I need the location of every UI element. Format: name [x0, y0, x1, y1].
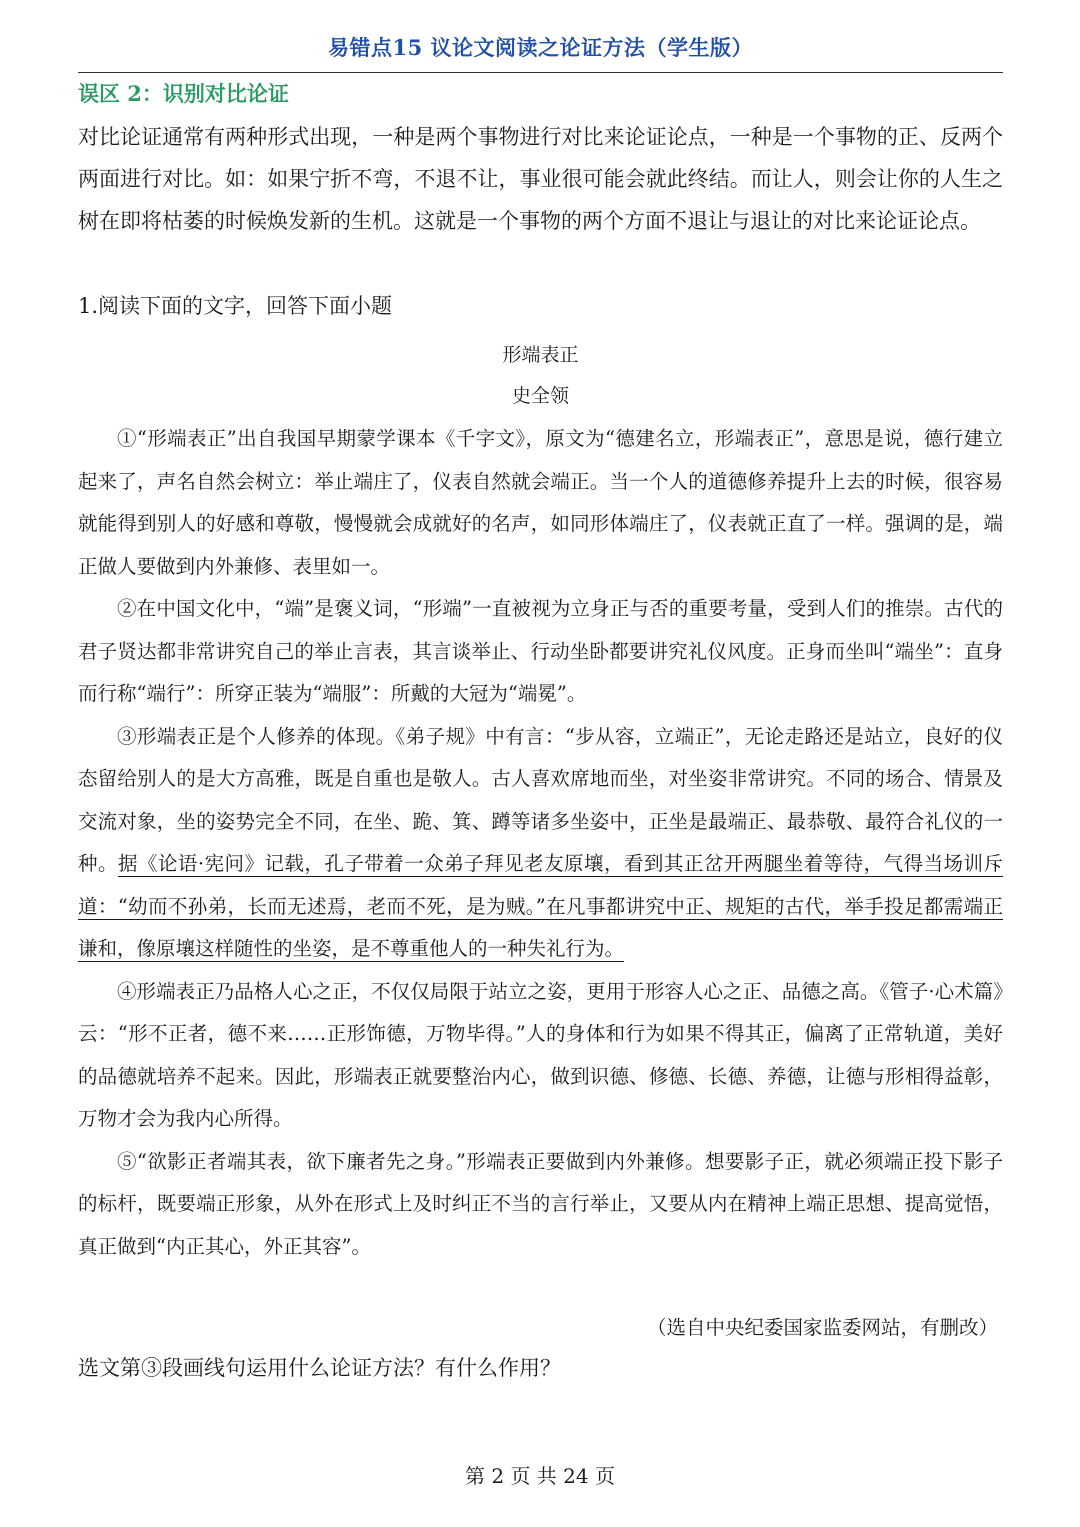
exercise-question: 选文第③段画线句运用什么论证方法？有什么作用？	[78, 1356, 561, 1380]
article-paragraph-3	[78, 716, 1003, 971]
section-intro: 对比论证通常有两种形式出现，一种是两个事物进行对比来论证论点，一种是一个事物的正、反两个两面进行对比。如：如果宁折不弯，不退不让，事业很可能会就此终结。而让人，则会让你的人生之树在即将枯萎的时候焕发新的生机。这就是一个事物的两个方面不退让与退让的对比来论证论点。	[78, 125, 1003, 233]
article-paragraph-1: ①“形端表正”出自我国早期蒙学课本《千字文》，原文为“德建名立，形端表正”，意思是说，德行建立起来了，声名自然会树立：举止端庄了，仪表自然就会端正。当一个人的道德修养提升上去的时候，很容易就能得到别人的好感和尊敬，慢慢就会成就好的名声，如同形体端庄了，仪表就正直了一样。强调的是，端正做人要做到内外兼修、表里如一。	[78, 427, 1003, 578]
page-title: 易错点15 议论文阅读之论证方法（学生版）	[327, 35, 754, 60]
section-heading: 误区 2：识别对比论证	[78, 81, 289, 106]
article-author: 史全领	[511, 385, 569, 407]
paragraph-3-text: ③形端表正是个人修养的体现。《弟子规》中有言：“步从容，立端正”，无论走路还是站立，良好的仪态留给别人的是大方高雅，既是自重也是敬人。古人喜欢席地而坐，对坐姿非常讲究。不同的场合、情景及交流对象，坐的姿势完全不同，在坐、跪、箕、蹲等诸多坐姿中，正坐是最端正、最恭敬、最符合礼仪的一种。	[78, 724, 1003, 875]
page-number: 第 2 页 共 24 页	[465, 1464, 615, 1488]
article-title: 形端表正	[502, 344, 579, 366]
article-body	[78, 418, 1003, 1268]
article-paragraph-4: ④形端表正乃品格人心之正，不仅仅局限于站立之姿，更用于形容人心之正、品德之高。《管子·心术篇》云：“形不正者，德不来……正形饰德，万物毕得。”人的身体和行为如果不得其正，偏离了正常轨道，美好的品德就培养不起来。因此，形端表正就要整治内心，做到识德、修德、长德、养德，让德与形相得益彰，万物才会为我内心所得。	[78, 979, 1003, 1130]
article-paragraph-2: ②在中国文化中，“端”是褒义词，“形端”一直被视为立身正与否的重要考量，受到人们的推崇。古代的君子贤达都非常讲究自己的举止言表，其言谈举止、行动坐卧都要讲究礼仪风度。正身而坐叫“端坐”：直身而行称“端行”：所穿正装为“端服”：所戴的大冠为“端冕”。	[78, 597, 1003, 705]
article-paragraph-5: ⑤“欲影正者端其表，欲下廉者先之身。”形端表正要做到内外兼修。想要影子正，就必须端正投下影子的标杆，既要端正形象，从外在形式上及时纠正不当的言行举止，又要从内在精神上端正思想、提高觉悟，真正做到“内正其心，外正其容”。	[78, 1149, 1003, 1258]
underlined-sentence: 据《论语·宪问》记载，孔子带着一众弟子拜见老友原壤，看到其正岔开两腿坐着等待，气得当场训斥道：“幼而不孙弟，长而无述焉，老而不死，是为贼。”在凡事都讲究中正、规矩的古代，举手投足都需端正谦和，像原壤这样随性的坐姿，是不尊重他人的一种失礼行为。	[78, 852, 1003, 960]
exercise-lead: 1.阅读下面的文字，回答下面小题	[78, 294, 393, 318]
header-divider	[78, 72, 1003, 73]
article-source: （选自中央纪委国家监委网站，有删改）	[646, 1316, 998, 1339]
